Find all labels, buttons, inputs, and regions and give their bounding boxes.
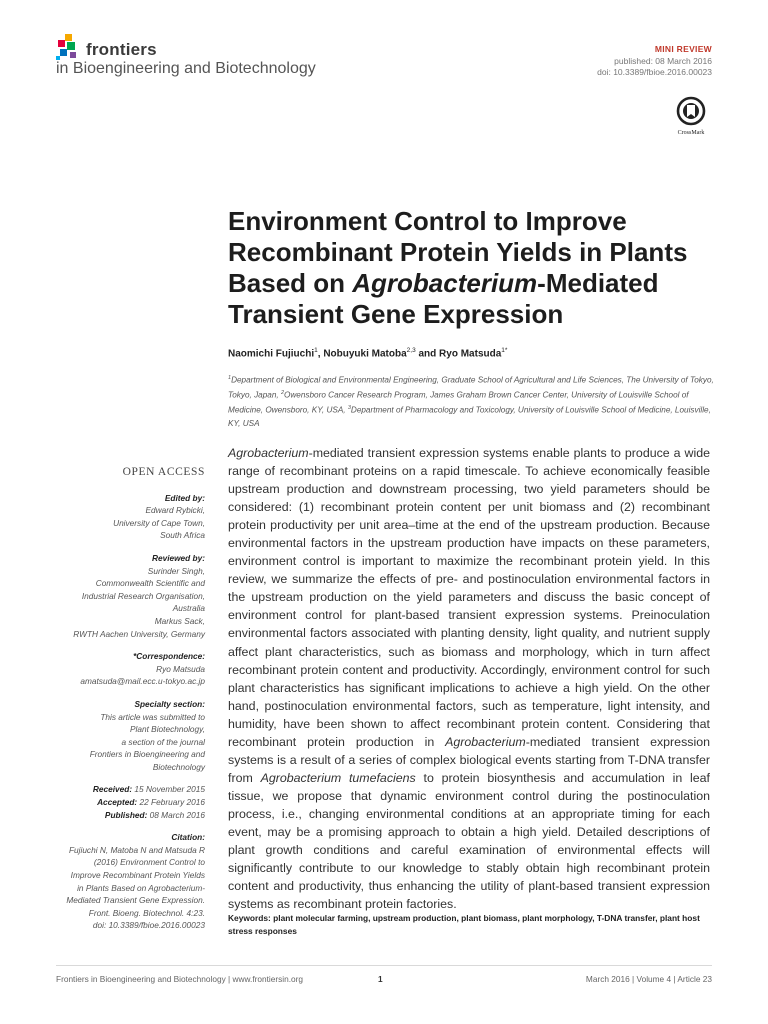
correspondence-email-link[interactable]: amatsuda@mail.ecc.u-tokyo.ac.jp [80, 676, 205, 687]
specialty-line: a section of the journal [121, 736, 205, 747]
footer-divider [56, 965, 712, 966]
citation-line: Front. Bioeng. Biotechnol. 4:23. [88, 907, 205, 918]
footer-issue-info: March 2016 | Volume 4 | Article 23 [585, 974, 712, 984]
citation-line: in Plants Based on Agrobacterium- [77, 882, 205, 893]
journal-name: in Bioengineering and Biotechnology [56, 60, 316, 77]
editor-line: Edward Rybicki, [145, 505, 205, 516]
reviewed-by-label: Reviewed by: [151, 552, 205, 563]
article-type-badge: MINI REVIEW [654, 44, 712, 54]
editor-line: University of Cape Town, [113, 517, 205, 528]
keywords: Keywords: plant molecular farming, upstream production, plant biomass, plant morphology, T-DNA transfer, plant host stress responses [228, 913, 700, 936]
citation-label: Citation: [171, 832, 205, 843]
doi-link[interactable]: doi: 10.3389/fbioe.2016.00023 [597, 67, 712, 77]
specialty-line: Plant Biotechnology, [129, 724, 205, 735]
reviewer-line: Markus Sack, [154, 615, 205, 626]
citation-line: Improve Recombinant Protein Yields [70, 870, 205, 881]
citation-doi-link[interactable]: doi: 10.3389/fbioe.2016.00023 [92, 920, 205, 931]
reviewer-line: Surinder Singh, [147, 565, 205, 576]
footer-journal-link[interactable]: Frontiers in Bioengineering and Biotechnology | www.frontiersin.org [56, 974, 304, 984]
editor-line: South Africa [160, 530, 205, 541]
specialty-section-label: Specialty section: [134, 698, 205, 709]
published-date: published: 08 March 2016 [614, 56, 712, 66]
author-list: Naomichi Fujiuchi$^1$, Nobuyuki Matoba$^{2,3}$ and Ryo Matsuda$^{1*}$ [228, 347, 508, 360]
author-name[interactable]: Nobuyuki Matoba [323, 348, 407, 360]
reviewer-line: Industrial Research Organisation, [81, 590, 205, 601]
crossmark-icon [676, 96, 706, 126]
article-title: Environment Control to Improve Recombinant Protein Yields in Plants Based on Agrobacterium-Mediated Transient Gene Expression [228, 206, 688, 329]
affiliations: $^1$Department of Biological and Environmental Engineering, Graduate School of Agricultural and Life Sciences, The University of Tokyo, Tokyo, Japan, $^2$Owensboro Cancer Research Program, James Graham Brown Cancer Center, University of Louisville School of Medicine, Owensboro, KY, USA, $^3$Department of Pharmacology and Toxicology, University of Louisville School of Medicine, Louisville, KY, USA [228, 375, 714, 429]
page-number: 1 [378, 974, 383, 984]
brand-name: frontiers [86, 40, 157, 59]
citation-line: Mediated Transient Gene Expression. [66, 895, 205, 906]
frontiers-logo-icon [56, 34, 82, 62]
correspondence-label: *Correspondence: [133, 651, 205, 662]
received-date: Received: 15 November 2015 [92, 784, 205, 795]
reviewer-line: RWTH Aachen University, Germany [73, 628, 205, 639]
citation-line: (2016) Environment Control to [93, 857, 205, 868]
specialty-line: This article was submitted to [100, 711, 205, 722]
reviewer-line: Commonwealth Scientific and [95, 578, 205, 589]
correspondence-name: Ryo Matsuda [156, 663, 205, 674]
author-name[interactable]: Ryo Matsuda [439, 348, 502, 360]
published-date-sidebar: Published: 08 March 2016 [104, 809, 205, 820]
specialty-line: Frontiers in Bioengineering and [89, 749, 205, 760]
crossmark-label: CrossMark [677, 130, 705, 136]
crossmark-button[interactable] [676, 96, 706, 138]
author-name[interactable]: Naomichi Fujiuchi [228, 348, 315, 360]
article-info-sidebar [45, 466, 205, 932]
specialty-line: Biotechnology [152, 761, 205, 772]
edited-by-label: Edited by: [164, 492, 205, 503]
abstract: Agrobacterium-mediated transient expression systems enable plants to produce a wide range of recombinant proteins on a rapid timescale. To achieve economically feasible upstream production and downstream processing, two yield parameters should be considered: (1) recombinant protein content per unit biomass and (2) recombinant protein productivity per unit area–time at the end of the upstream production. Because environmental factors in the upstream production have impacts on these parameters, environment control is important to maximize the recombinant protein yield. In this review, we summarize the effects of pre- and postinoculation environmental factors in the upstream production on the yield parameters and discuss the basic concept of environment control for plant-based transient expression systems. Preinoculation environmental factors associated with planting density, light quality, and nutrient supply affect plant characteristics, such as biomass and morphology, which in turn affect recombinant protein content and productivity. Accordingly, environment control for such plant characteristics has significant implications to achieve a high yield. On the other hand, postinoculation environmental factors, such as temperature, light intensity, and humidity, have been shown to affect recombinant protein content. Considering that recombinant protein production in Agrobacterium-mediated transient expression systems is a result of a series of complex biological events starting from T-DNA transfer from Agrobacterium tumefaciens to protein biosynthesis and accumulation in leaf tissue, we propose that dynamic environment control during the postinoculation process, i.e., changing environmental conditions at an appropriate timing for each event, may be a promising approach to obtain a high yield. Detailed descriptions of plant growth conditions and careful examination of environmental effects will significantly contribute to our knowledge to stably obtain high recombinant protein content and productivity, thus enhancing the utility of plant-based transient expression systems as recombinant protein factories. [228, 446, 710, 912]
accepted-date: Accepted: 22 February 2016 [97, 797, 205, 808]
citation-line: Fujiuchi N, Matoba N and Matsuda R [68, 844, 205, 855]
reviewer-line: Australia [172, 603, 205, 614]
open-access-label: OPEN ACCESS [122, 466, 205, 478]
